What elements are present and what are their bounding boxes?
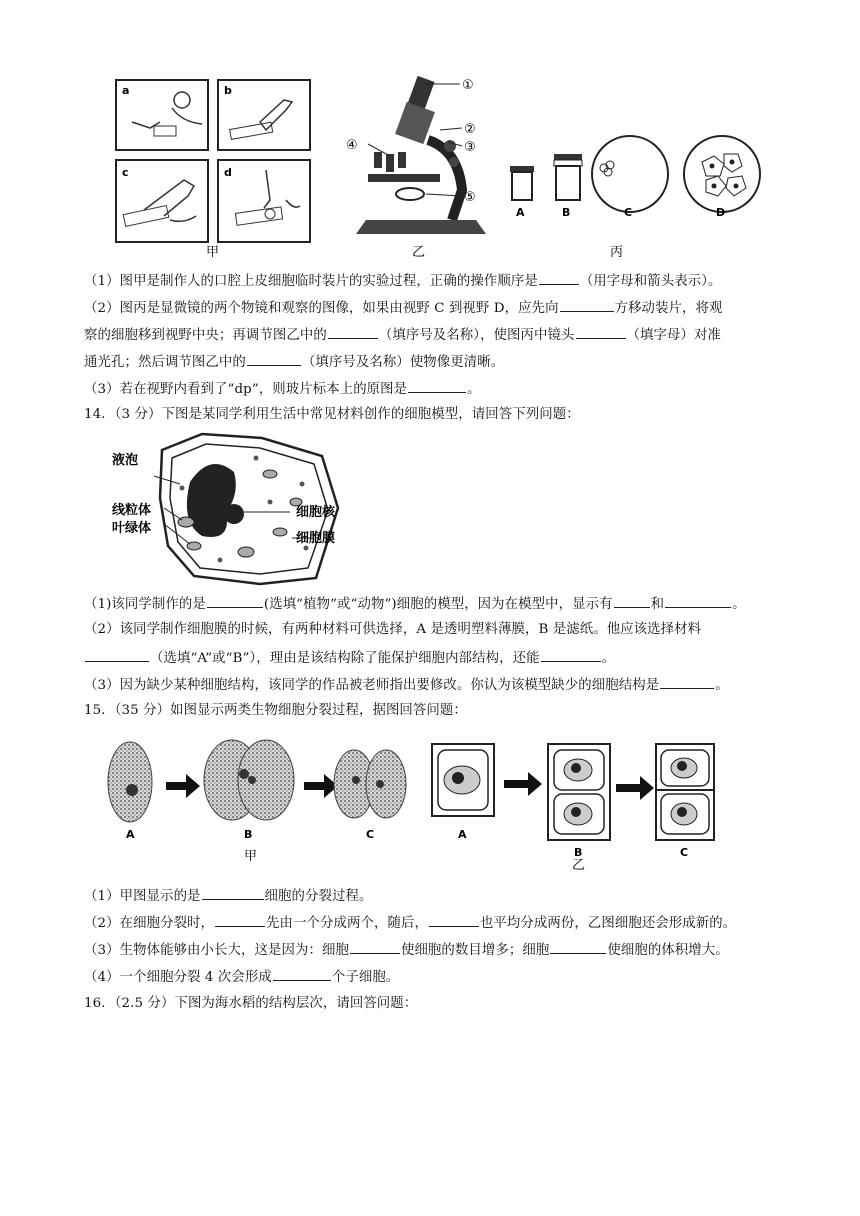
panel-label-b: b <box>224 84 232 97</box>
view-d <box>684 136 760 212</box>
answer-blank[interactable] <box>560 297 614 312</box>
figure-cell-model <box>110 428 360 588</box>
q14-part2-line2: （选填“A”或“B”），理由是该结构除了能保护细胞内部结构，还能 。 <box>84 647 820 669</box>
answer-blank[interactable] <box>328 324 378 339</box>
figure-microscope-experiment <box>110 70 800 260</box>
division-label-jia-c: C <box>366 828 375 841</box>
q13-part2-line1: （2）图丙是显微镜的两个物镜和观察的图像，如果由视野 C 到视野 D，应先向 方移动装片，将观 <box>84 297 820 319</box>
caption-division-yi: 乙 <box>572 858 586 870</box>
division-label-jia-a: A <box>126 828 135 841</box>
q14-part2-line1: （2）该同学制作细胞膜的时候，有两种材料可供选择，A 是透明塑料薄膜，B 是滤纸。他应该选择材料 <box>84 622 702 637</box>
division-label-yi-c: C <box>680 846 689 859</box>
answer-blank[interactable] <box>541 647 601 662</box>
marker-2: ② <box>464 122 476 137</box>
answer-blank[interactable] <box>350 939 400 954</box>
figure-cell-division <box>104 732 724 870</box>
label-vacuole: 液泡 <box>112 453 139 468</box>
division-label-yi-b: B <box>574 846 583 859</box>
bing-label-b: B <box>562 206 571 219</box>
caption-yi: 乙 <box>412 245 426 260</box>
bing-label-a: A <box>516 206 525 219</box>
answer-blank[interactable] <box>660 674 714 689</box>
view-c-cells <box>600 161 614 176</box>
q13-part2-line3: 通光孔；然后调节图乙中的 （填序号及名称）使物像更清晰。 <box>84 351 820 373</box>
label-membrane: 细胞膜 <box>296 531 336 546</box>
answer-blank[interactable] <box>207 593 263 608</box>
division-label-jia-b: B <box>244 828 253 841</box>
q14-part1: （1)该同学制作的是 (选填“植物”或“动物”)细胞的模型，因为在模型中，显示有 和 。 <box>84 593 820 615</box>
panel-d <box>218 160 310 242</box>
answer-blank[interactable] <box>85 647 149 662</box>
q13-part3: （3）若在视野内看到了“dp”，则玻片标本上的原图是 。 <box>84 378 820 400</box>
answer-blank[interactable] <box>576 324 626 339</box>
answer-blank[interactable] <box>614 593 650 608</box>
view-d-cells <box>702 154 746 196</box>
q14-part3: （3）因为缺少某种细胞结构，该同学的作品被老师指出要修改。你认为该模型缺少的细胞结构是 。 <box>84 674 820 696</box>
q15-part3: （3）生物体能够由小长大，这是因为：细胞 使细胞的数目增多；细胞 使细胞的体积增大。 <box>84 939 820 961</box>
answer-blank[interactable] <box>215 912 265 927</box>
answer-blank[interactable] <box>202 885 264 900</box>
view-c <box>592 136 668 212</box>
answer-blank[interactable] <box>273 966 331 981</box>
panel-a <box>116 80 208 150</box>
answer-blank[interactable] <box>550 939 606 954</box>
q13-part1: （1）图甲是制作人的口腔上皮细胞临时装片的实验过程，正确的操作顺序是 （用字母和箭头表示）。 <box>84 270 820 292</box>
marker-3: ③ <box>464 140 476 155</box>
panel-c <box>116 160 208 242</box>
q15-part1: （1）甲图显示的是 细胞的分裂过程。 <box>84 885 820 907</box>
objective-a <box>510 166 534 200</box>
caption-division-jia: 甲 <box>244 849 258 864</box>
answer-blank[interactable] <box>429 912 479 927</box>
caption-jia: 甲 <box>206 245 220 260</box>
panel-label-a: a <box>122 84 130 97</box>
marker-1: ① <box>462 78 474 93</box>
panel-b <box>218 80 310 150</box>
division-label-yi-a: A <box>458 828 467 841</box>
marker-4: ④ <box>346 138 358 153</box>
panel-label-c: c <box>122 166 129 179</box>
q15-title: 15．（35 分）如图显示两类生物细胞分裂过程，据图回答问题： <box>84 703 467 718</box>
objective-b <box>554 154 582 200</box>
label-nucleus: 细胞核 <box>296 505 336 520</box>
marker-5: ⑤ <box>464 190 476 205</box>
bing-label-c: C <box>624 206 633 219</box>
answer-blank[interactable] <box>539 270 579 285</box>
q16-title: 16．（2.5 分）下图为海水稻的结构层次，请回答问题： <box>84 996 418 1011</box>
answer-blank[interactable] <box>665 593 731 608</box>
panel-label-d: d <box>224 166 232 179</box>
caption-bing: 丙 <box>610 245 624 260</box>
bing-label-d: D <box>716 206 726 219</box>
answer-blank[interactable] <box>247 351 301 366</box>
answer-blank[interactable] <box>408 378 466 393</box>
q15-part2: （2）在细胞分裂时， 先由一个分成两个，随后， 也平均分成两份，乙图细胞还会形成新的。 <box>84 912 820 934</box>
q15-part4: （4）一个细胞分裂 4 次会形成 个子细胞。 <box>84 966 820 988</box>
label-chloroplast: 叶绿体 <box>112 521 152 536</box>
label-mitochondria: 线粒体 <box>112 503 152 518</box>
q13-part2-line2: 察的细胞移到视野中央；再调节图乙中的 （填序号及名称），使图丙中镜头 （填字母）对准 <box>84 324 820 346</box>
q14-title: 14．（3 分）下图是某同学利用生活中常见材料创作的细胞模型，请回答下列问题： <box>84 407 580 422</box>
